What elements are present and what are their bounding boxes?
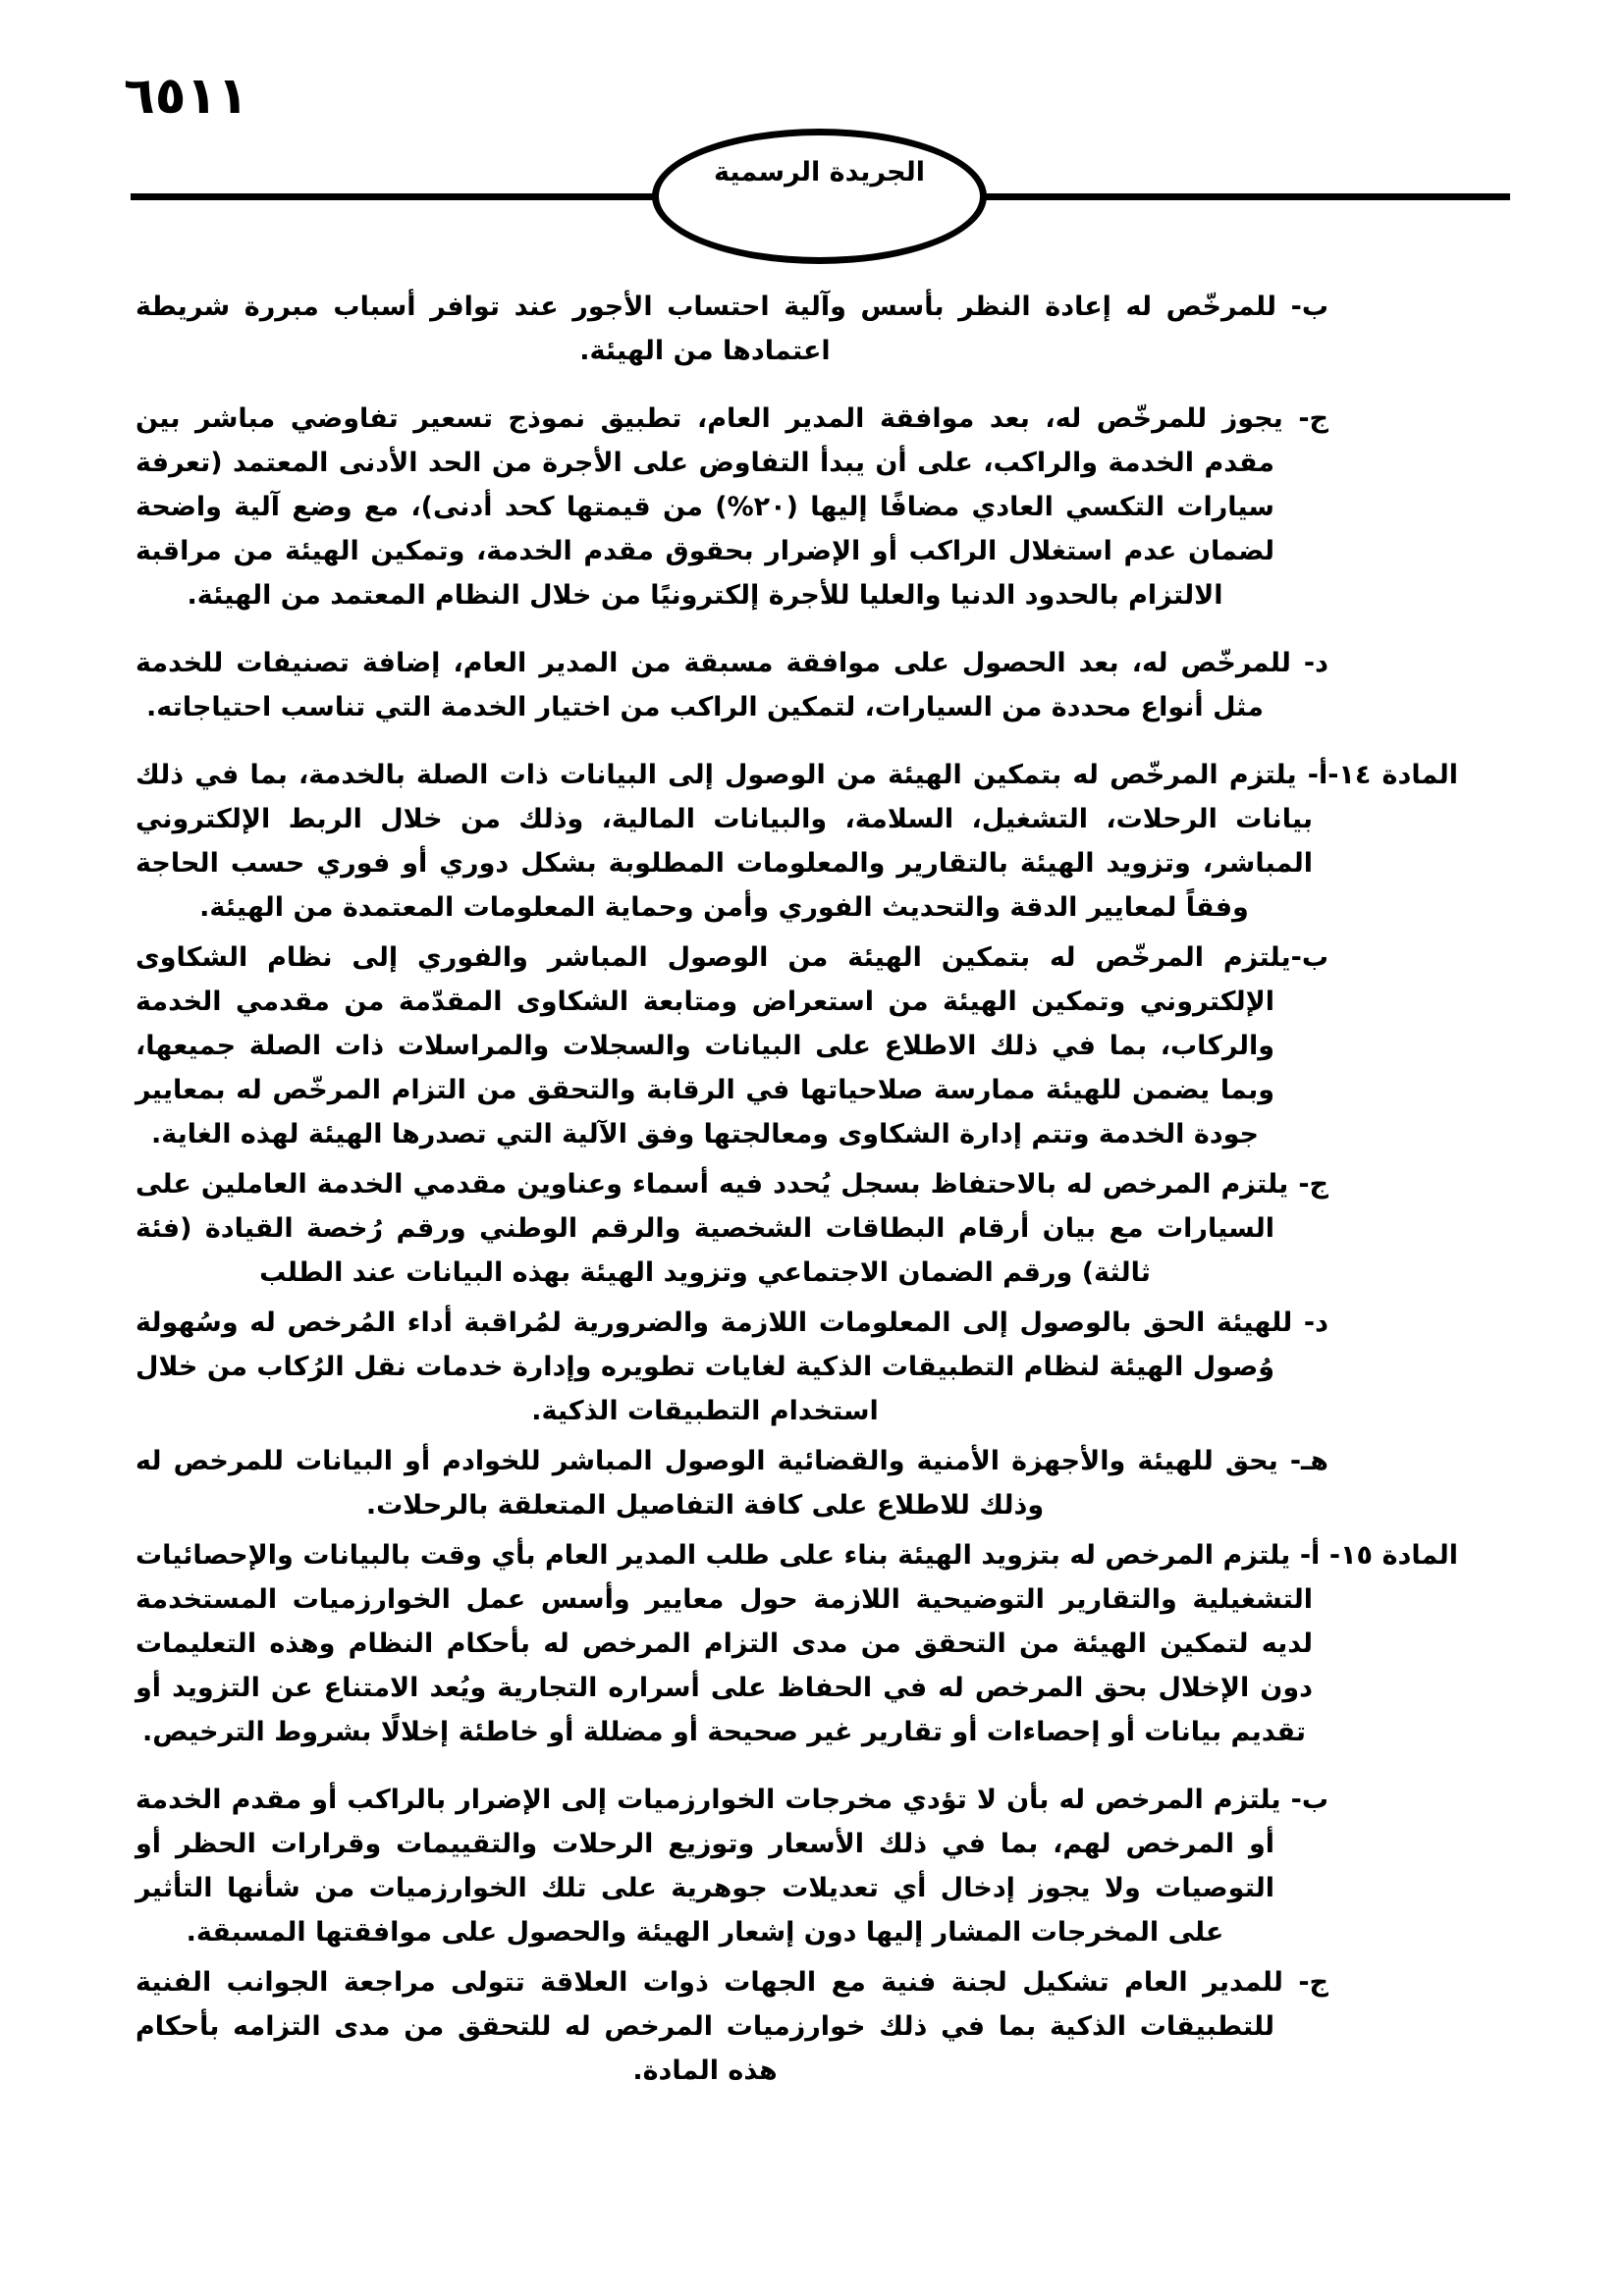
page-number: ٦٥١١: [124, 67, 248, 126]
paragraph-article-14-b: ب-يلتزم المرخّص له بتمكين الهيئة من الوصول المباشر والفوري إلى نظام الشكاوى الإلكتروني وتمكين الهيئة من استعراض ومتابعة الشكاوى المقدّمة من مقدمي الخدمة والركاب، بما في ذلك الاطلاع على البيانات والسجلات والمراسلات ذات الصلة جميعها، وبما يضمن للهيئة ممارسة صلاحياتها في الرقابة والتحقق من التزام المرخّص له بمعايير جودة الخدمة وتتم إدارة الشكاوى ومعالجتها وفق الآلية التي تصدرها الهيئة لهذه الغاية.: [135, 942, 1328, 1149]
paragraph-article-14-a: المادة ١٤-أ- يلتزم المرخّص له بتمكين الهيئة من الوصول إلى البيانات ذات الصلة بالخدمة، بما في ذلك بيانات الرحلات، التشغيل، السلامة، والبيانات المالية، وذلك من خلال الربط الإلكتروني المباشر، وتزويد الهيئة بالتقارير والمعلومات المطلوبة بشكل دوري أو فوري حسب الحاجة وفقاً لمعايير الدقة والتحديث الفوري وأمن وحماية المعلومات المعتمدة من الهيئة.: [135, 760, 1458, 923]
paragraph-article-15-j: ج- للمدير العام تشكيل لجنة فنية مع الجهات ذوات العلاقة تتولى مراجعة الجوانب الفنية للتطبيقات الذكية بما في ذلك خوارزميات المرخص له للتحقق من مدى التزامه بأحكام هذه المادة.: [135, 1967, 1328, 2086]
paragraph-article-15-a: المادة ١٥- أ- يلتزم المرخص له بتزويد الهيئة بناء على طلب المدير العام بأي وقت بالبيانات والإحصائيات التشغيلية والتقارير التوضيحية اللازمة حول معايير وأسس عمل الخوارزميات المستخدمة لديه لتمكين الهيئة من التحقق من مدى التزام المرخص له بأحكام النظام وهذه التعليمات دون الإخلال بحق المرخص له في الحفاظ على أسراره التجارية ويُعد الامتناع عن التزويد أو تقديم بيانات أو إحصاءات أو تقارير غير صحيحة أو مضللة أو خاطئة إخلالًا بشروط الترخيص.: [135, 1540, 1458, 1747]
paragraph-article-15-b: ب- يلتزم المرخص له بأن لا تؤدي مخرجات الخوارزميات إلى الإضرار بالراكب أو مقدم الخدمة أو المرخص لهم، بما في ذلك الأسعار وتوزيع الرحلات والتقييمات وقرارات الحظر أو التوصيات ولا يجوز إدخال أي تعديلات جوهرية على تلك الخوارزميات من شأنها التأثير على المخرجات المشار إليها دون إشعار الهيئة والحصول على موافقتها المسبقة.: [135, 1785, 1328, 1948]
paragraph-article-14-h: هـ- يحق للهيئة والأجهزة الأمنية والقضائية الوصول المباشر للخوادم أو البيانات للمرخص له وذلك للاطلاع على كافة التفاصيل المتعلقة بالرحلات.: [135, 1446, 1328, 1521]
paragraph-article-14-j: ج- يلتزم المرخص له بالاحتفاظ بسجل يُحدد فيه أسماء وعناوين مقدمي الخدمة العاملين على السيارات مع بيان أرقام البطاقات الشخصية والرقم الوطني ورقم رُخصة القيادة (فئة ثالثة) ورقم الضمان الاجتماعي وتزويد الهيئة بهذه البيانات عند الطلب: [135, 1169, 1328, 1288]
gazette-title: الجريدة الرسمية: [714, 157, 925, 187]
gazette-title-oval: [652, 129, 987, 264]
paragraph-clause-j-top: ج- يجوز للمرخّص له، بعد موافقة المدير العام، تطبيق نموذج تسعير تفاوضي مباشر بين مقدم الخدمة والراكب، على أن يبدأ التفاوض على الأجرة من الحد الأدنى المعتمد (تعرفة سيارات التكسي العادي مضافًا إليها (٢٠%) من قيمتها كحد أدنى)، مع وضع آلية واضحة لضمان عدم استغلال الراكب أو الإضرار بحقوق مقدم الخدمة، وتمكين الهيئة من مراقبة الالتزام بالحدود الدنيا والعليا للأجرة إلكترونيًا من خلال النظام المعتمد من الهيئة.: [135, 403, 1328, 611]
paragraph-article-14-d: د- للهيئة الحق بالوصول إلى المعلومات اللازمة والضرورية لمُراقبة أداء المُرخص له وسُهولة وُصول الهيئة لنظام التطبيقات الذكية لغايات تطويره وإدارة خدمات نقل الرُكاب من خلال استخدام التطبيقات الذكية.: [135, 1308, 1328, 1426]
document-body: [135, 285, 1458, 2093]
paragraph-clause-d-top: د- للمرخّص له، بعد الحصول على موافقة مسبقة من المدير العام، إضافة تصنيفات للخدمة مثل أنواع محددة من السيارات، لتمكين الراكب من اختيار الخدمة التي تناسب احتياجاته.: [135, 648, 1328, 722]
paragraph-clause-b-top: ب- للمرخّص له إعادة النظر بأسس وآلية احتساب الأجور عند توافر أسباب مبررة شريطة اعتمادها من الهيئة.: [135, 292, 1328, 366]
